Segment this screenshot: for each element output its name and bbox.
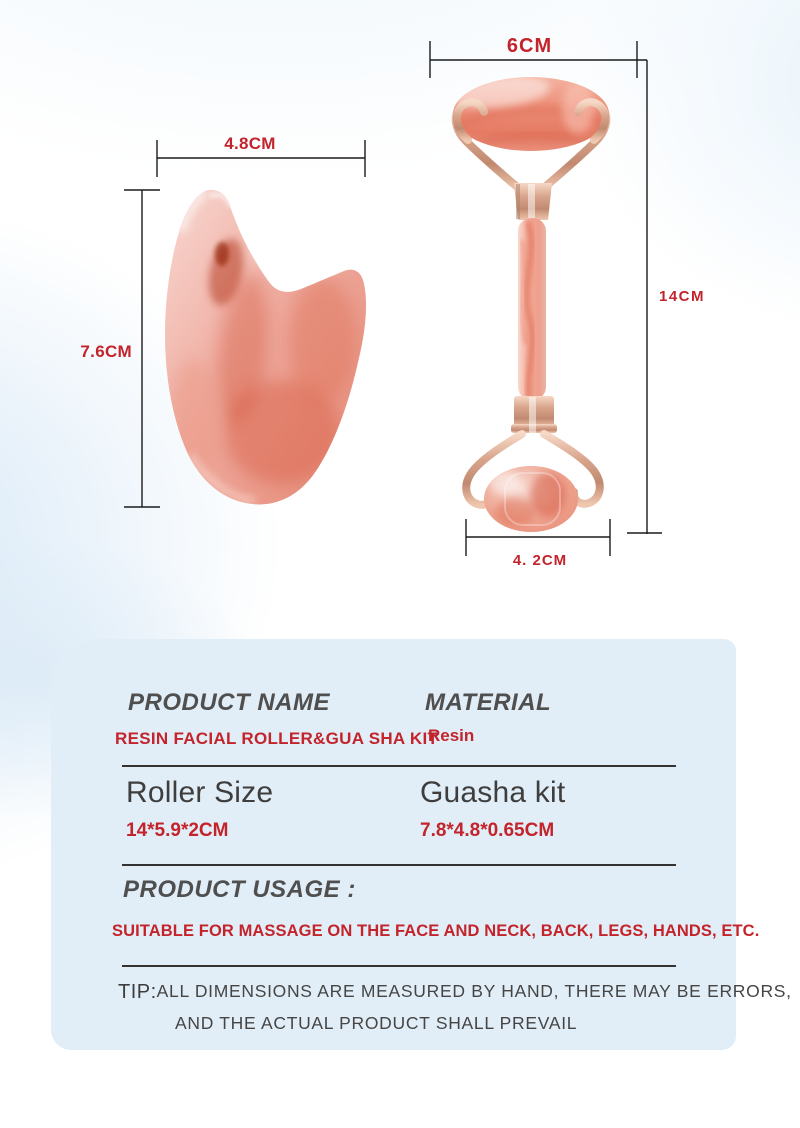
product-name-value: RESIN FACIAL ROLLER&GUA SHA KIT: [115, 729, 439, 748]
product-name-heading: PRODUCT NAME: [128, 689, 330, 716]
guasha-kit-value: 7.8*4.8*0.65CM: [420, 820, 555, 841]
tip-line-2: AND THE ACTUAL PRODUCT SHALL PREVAIL: [175, 1013, 578, 1033]
divider: [122, 864, 676, 866]
tip-text-1: ALL DIMENSIONS ARE MEASURED BY HAND, THERE MAY BE ERRORS,: [156, 981, 792, 1001]
tip-line-1: [118, 981, 792, 1004]
product-usage-value: SUITABLE FOR MASSAGE ON THE FACE AND NECK, BACK, LEGS, HANDS, ETC.: [112, 922, 760, 940]
guasha-kit-heading: Guasha kit: [420, 776, 566, 809]
divider: [122, 965, 676, 967]
product-usage-heading: PRODUCT USAGE :: [123, 876, 356, 903]
guasha-width-dimension-label: 4.8CM: [224, 134, 276, 153]
roller-bottom-width-dimension-label: 4. 2CM: [512, 552, 568, 569]
roller-product-image: [449, 72, 609, 532]
guasha-product-image: [165, 190, 366, 505]
product-info-card: [51, 639, 792, 1050]
divider: [122, 765, 676, 767]
material-heading: MATERIAL: [425, 689, 552, 716]
roller-size-heading: Roller Size: [126, 776, 274, 809]
roller-width-dimension-label: 6CM: [506, 35, 553, 57]
guasha-height-dimension-label: 7.6CM: [80, 342, 132, 361]
roller-size-value: 14*5.9*2CM: [126, 820, 229, 841]
tip-label: TIP:: [118, 981, 157, 1003]
material-value: Resin: [428, 726, 475, 745]
roller-height-dimension-label: 14CM: [659, 288, 706, 305]
